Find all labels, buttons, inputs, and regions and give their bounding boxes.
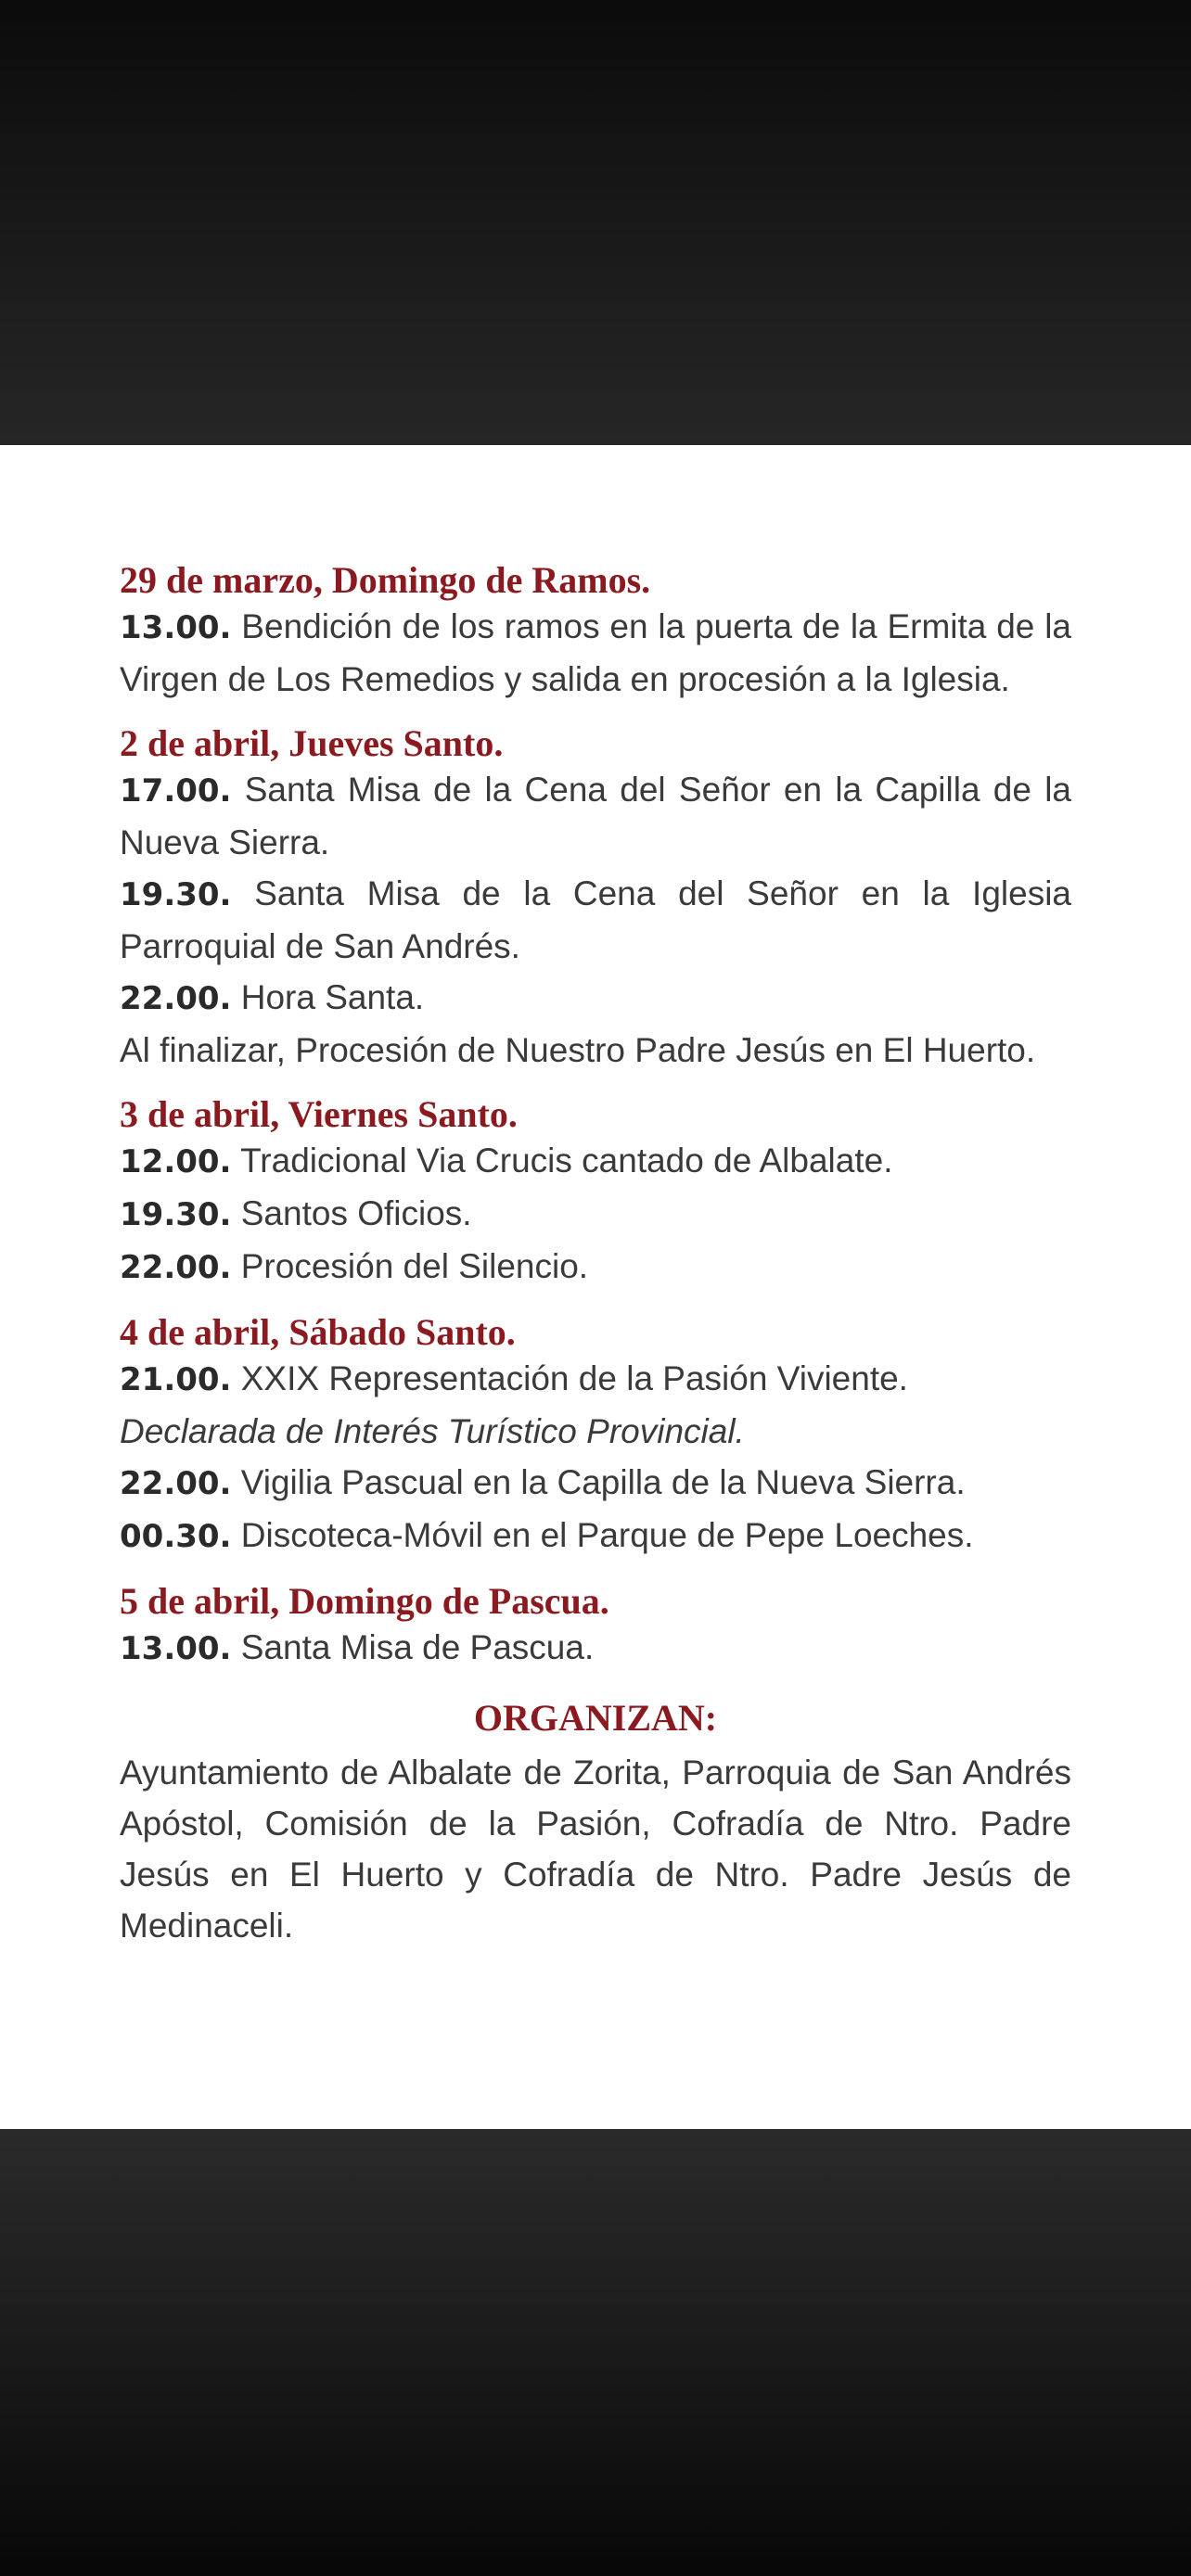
schedule-entry [120,1622,1071,1675]
entry-time: 22.00. [120,980,232,1017]
schedule-entry [120,764,1071,868]
entry-text: Santa Misa de la Cena del Señor en la Iglesia Parroquial de San Andrés. [120,874,1071,965]
entry-text: Al finalizar, Procesión de Nuestro Padre Jesús en El Huerto. [120,1031,1036,1069]
entry-text: Hora Santa. [231,978,425,1016]
day-heading: 5 de abril, Domingo de Pascua. [120,1580,609,1622]
entry-text: Procesión del Silencio. [231,1247,589,1285]
program-content [120,560,1071,1951]
day-block [120,716,1071,1076]
day-block [120,1574,1071,1675]
schedule-entry [120,1025,1071,1076]
entry-time: 19.30. [120,876,232,913]
top-dark-band [0,0,1191,445]
entry-time: 22.00. [120,1249,232,1286]
schedule-entry [120,1135,1071,1188]
entry-text: Bendición de los ramos en la puerta de la Ermita de la Virgen de Los Remedios y salida en procesión a la Iglesia. [120,607,1071,698]
day-heading: 2 de abril, Jueves Santo. [120,722,504,764]
entry-text: XXIX Representación de la Pasión Viviente. [231,1359,908,1397]
schedule-entry [120,1510,1071,1562]
bottom-dark-band [0,2129,1191,2576]
schedule-entry [120,1241,1071,1294]
entry-time: 17.00. [120,772,232,810]
entry-time: 00.30. [120,1518,232,1555]
day-block [120,1305,1071,1562]
schedule-entry [120,868,1071,972]
entry-text: Santos Oficios. [231,1194,472,1232]
entry-time: 21.00. [120,1361,232,1398]
day-block [120,1087,1071,1294]
entry-time: 22.00. [120,1465,232,1502]
entry-time: 19.30. [120,1196,232,1233]
schedule-entry [120,601,1071,705]
entry-time: 12.00. [120,1143,232,1180]
program-page [0,445,1191,2129]
organizers-heading: ORGANIZAN: [473,1697,718,1739]
schedule-entry [120,972,1071,1025]
entry-text: Santa Misa de Pascua. [231,1628,595,1666]
entry-text: Discoteca-Móvil en el Parque de Pepe Loeches. [231,1516,974,1554]
day-heading: 29 de marzo, Domingo de Ramos. [120,559,651,601]
entry-text: Santa Misa de la Cena del Señor en la Capilla de la Nueva Sierra. [120,771,1071,861]
entry-time: 13.00. [120,609,232,646]
day-heading: 4 de abril, Sábado Santo. [120,1311,516,1353]
entry-text: Declarada de Interés Turístico Provincial. [120,1412,745,1450]
day-heading: 3 de abril, Viernes Santo. [120,1093,518,1135]
schedule-entry [120,1353,1071,1406]
entry-time: 13.00. [120,1630,232,1667]
schedule-entry [120,1188,1071,1241]
entry-text: Tradicional Via Crucis cantado de Albalate. [231,1141,893,1180]
schedule-note [120,1406,1071,1457]
organizers-text: Ayuntamiento de Albalate de Zorita, Parroquia de San Andrés Apóstol, Comisión de la Pasión, Cofradía de Ntro. Padre Jesús en El Huerto y Cofradía de Ntro. Padre Jesús de Medinaceli. [120,1753,1071,1945]
day-block [120,560,1071,705]
schedule-entry [120,1457,1071,1510]
entry-text: Vigilia Pascual en la Capilla de la Nueva Sierra. [231,1463,966,1501]
